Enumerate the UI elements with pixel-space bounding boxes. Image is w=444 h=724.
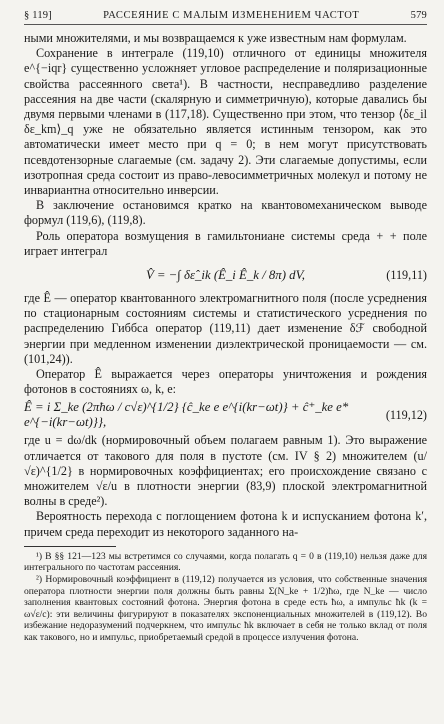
equation-number: (119,12) bbox=[385, 407, 427, 422]
section-ref: § 119] bbox=[24, 10, 52, 21]
paragraph: где Ê — оператор квантованного электромагнитного поля (после усреднения по стационарным состояниям системы и статистического усреднения по распределению Гиббса оператор (119,11) дает изменение δℱ свободной энергии при медленном изменении диэлектрической проницаемости — см. (101,24)). bbox=[24, 291, 427, 366]
main-text bbox=[24, 31, 427, 540]
paragraph: Оператор Ê выражается через операторы уничтожения и рождения фотонов в состояниях ω, k, e: bbox=[24, 367, 427, 397]
equation-119-12 bbox=[24, 398, 427, 432]
equation-body: Ê = i Σ_ke (2πħω / c√ε)^{1/2} {ĉ_ke e e^{i(kr−ωt)} + ĉ⁺_ke e* e^{−i(kr−ωt)}}, bbox=[24, 400, 349, 430]
equation-body: V̂ = −∫ δε̂_ik (Ê_i Ê_k / 8π) dV, bbox=[146, 267, 305, 282]
running-title: РАССЕЯНИЕ С МАЛЫМ ИЗМЕНЕНИЕМ ЧАСТОТ bbox=[103, 10, 360, 21]
footnote: ¹) В §§ 121—123 мы встретимся со случаями, когда полагать q = 0 в (119,10) нельзя даже для интегрального по частотам рассеяния. bbox=[24, 550, 427, 574]
paragraph: Роль оператора возмущения в гамильтониане системы среда + + поле играет интеграл bbox=[24, 228, 427, 258]
paragraph: В заключение остановимся кратко на квантовомеханическом выводе формул (119,6), (119,8). bbox=[24, 198, 427, 228]
paragraph: ными множителями, и мы возвращаемся к уже известным нам формулам. bbox=[24, 31, 407, 45]
footnotes bbox=[24, 551, 427, 644]
footnote-rule bbox=[24, 546, 116, 547]
running-header bbox=[24, 10, 427, 25]
footnote: ²) Нормировочный коэффициент в (119,12) получается из условия, что собственные значения оператора плотности энергии поля должны быть равны Σ(N_ke + 1/2)ħω, где N_ke — число заполнения квантовых состояний фотона. Энергия фотона в среде есть ħω, а импульс ħk (k = ω√ε/c): эти величины фигурируют в показателях экспоненциальных множителей в (119,12). Во избежание недоразумений подчеркнем, что импульс ħk включает в себя не только вклад от поля как такового, но и импульс, приобретаемый средой в процессе излучения фотона. bbox=[24, 574, 427, 644]
equation-119-11 bbox=[24, 260, 427, 290]
paragraph: Сохранение в интеграле (119,10) отличного от единицы множителя e^{−iqr} существенно усложняет угловое распределение и поляризационные свойства рассеянного света¹). В частности, несправедливо разделение рассеяния на две части (скалярную и симметричную), которые давались бы двумя первыми членами в (117,18). Существенно при этом, что тензор ⟨δε_il δε_km⟩_q уже не обязательно является истинным тензором, как это автоматически имеет место при q = 0; в нем могут присутствовать псевдотензорные слагаемые (см. задачу 2). Эти слагаемые допустимы, если изотропная среда состоит из право-левосимметричных молекул и потому не инвариантна относительно инверсии. bbox=[24, 46, 427, 198]
page-number: 579 bbox=[410, 10, 427, 21]
paragraph: где u = dω/dk (нормировочный объем полагаем равным 1). Это выражение отличается от такового для поля в пустоте (см. IV § 2) множителем (u/√ε)^{1/2} в нормировочных коэффициентах; его происхождение связано с множителем √ε/u в плотности энергии (83,9) плоской электромагнитной волны в среде²). bbox=[24, 433, 427, 509]
paragraph: Вероятность перехода с поглощением фотона k и испусканием фотона k′, причем среда переходит из некоторого заданного на- bbox=[24, 509, 427, 539]
equation-number: (119,11) bbox=[386, 267, 427, 282]
